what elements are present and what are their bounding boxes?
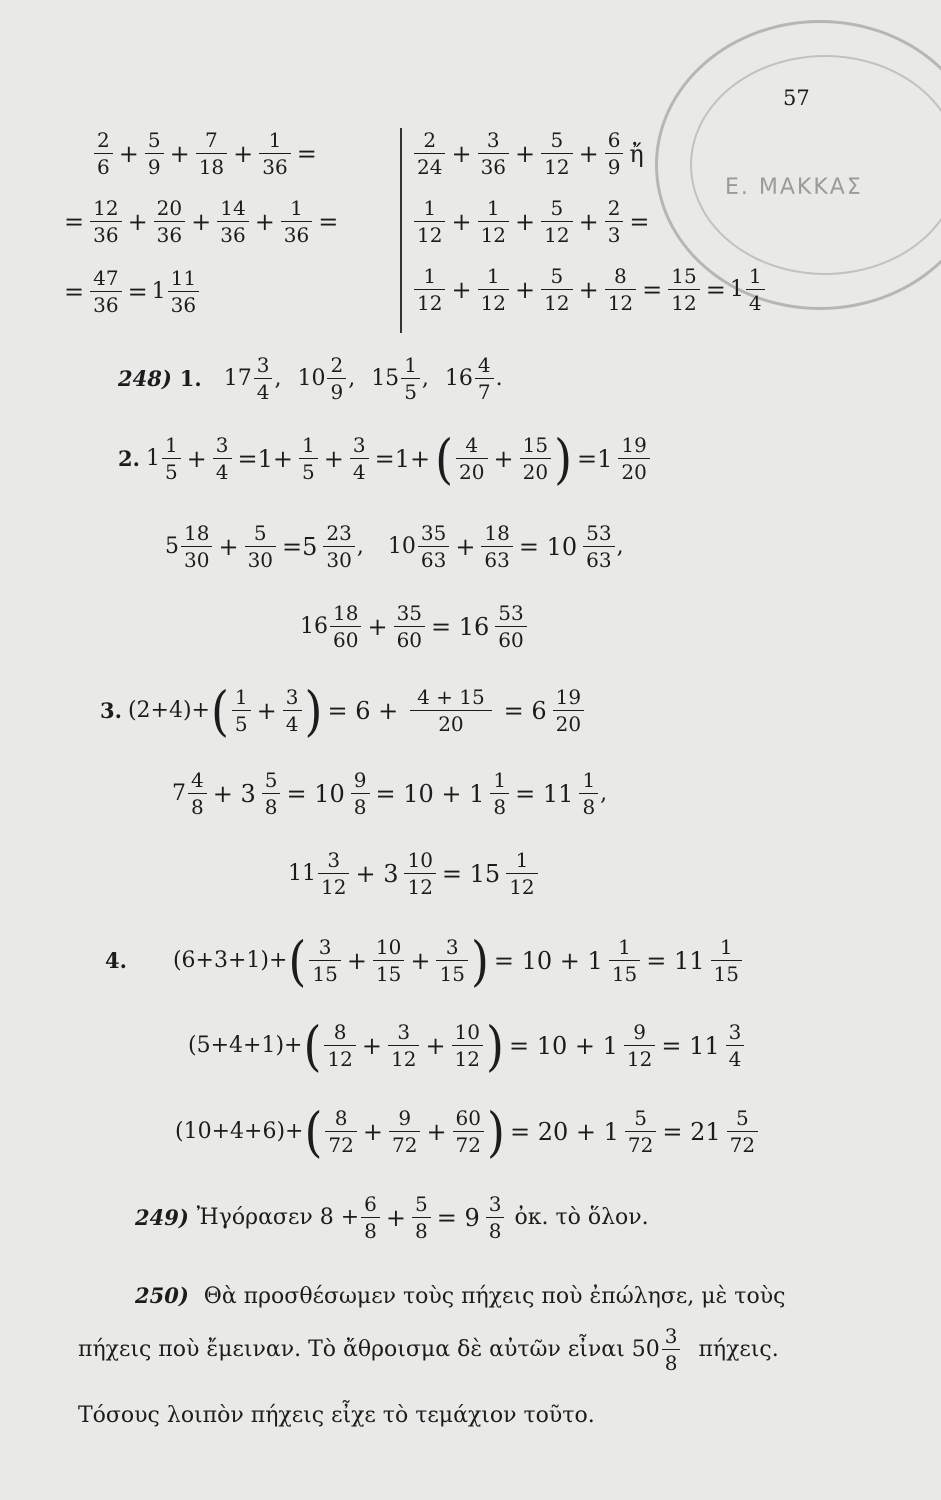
fraction: $\frac{4}{20}$ [456, 435, 487, 482]
fraction: $\frac{4}{7}$ [475, 355, 494, 402]
fraction: $\frac{20}{36}$ [154, 198, 185, 245]
fraction: $\frac{1}{5}$ [162, 435, 181, 482]
fraction: $\frac{8}{12}$ [324, 1022, 355, 1069]
fraction: $\frac{3}{15}$ [436, 937, 467, 984]
ex250-line-2: πήχεις ποὺ ἔμειναν. Τὸ ἄθροισμα δὲ αὐτῶν εἶναι 50 $\frac{3}{8}$ πήχεις. [78, 1324, 779, 1375]
exercise-number: 249) [135, 1205, 189, 1230]
top-right-line-1: $\frac{2}{24}$ + $\frac{3}{36}$ + $\frac{5}{12}$ + $\frac{6}{9}$ ἤ [412, 130, 648, 177]
fraction: $\frac{5}{12}$ [541, 266, 572, 313]
fraction: $\frac{53}{63}$ [583, 523, 614, 570]
fraction: $\frac{8}{12}$ [605, 266, 636, 313]
stamp-text: Ε. ΜΑΚΚΑΣ [725, 175, 863, 200]
fraction: $\frac{47}{36}$ [90, 268, 121, 315]
fraction: $\frac{5}{72}$ [727, 1108, 758, 1155]
column-divider [400, 128, 402, 333]
fraction: $\frac{5}{8}$ [262, 770, 281, 817]
fraction: $\frac{23}{30}$ [323, 523, 354, 570]
fraction: $\frac{1}{15}$ [711, 937, 742, 984]
fraction: $\frac{1}{12}$ [478, 198, 509, 245]
fraction: $\frac{10}{15}$ [373, 937, 404, 984]
fraction: $\frac{1}{5}$ [299, 435, 318, 482]
part-label: 1. [179, 366, 202, 391]
fraction: $\frac{5}{12}$ [541, 198, 572, 245]
fraction: $\frac{5}{12}$ [541, 130, 572, 177]
fraction: $\frac{3}{4}$ [726, 1022, 745, 1069]
fraction: $\frac{3}{12}$ [318, 850, 349, 897]
library-stamp-inner-ring [690, 55, 941, 275]
fraction: $\frac{14}{36}$ [217, 198, 248, 245]
part-label: 2. [118, 446, 140, 471]
fraction: $\frac{4 + 15}{20}$ [410, 687, 491, 734]
fraction: $\frac{5}{8}$ [412, 1194, 431, 1241]
fraction: $\frac{15}{12}$ [668, 266, 699, 313]
fraction: $\frac{9}{8}$ [351, 770, 370, 817]
fraction: $\frac{2}{9}$ [327, 355, 346, 402]
fraction: $\frac{3}{36}$ [478, 130, 509, 177]
fraction: $\frac{3}{4}$ [213, 435, 232, 482]
fraction: $\frac{9}{12}$ [624, 1022, 655, 1069]
fraction: $\frac{2}{3}$ [605, 198, 624, 245]
part-label: 3. [100, 698, 122, 723]
fraction: $\frac{10}{12}$ [404, 850, 435, 897]
fraction: $\frac{3}{4}$ [254, 355, 273, 402]
fraction: $\frac{3}{4}$ [283, 687, 302, 734]
fraction: $\frac{11}{36}$ [168, 268, 199, 315]
fraction: $\frac{1}{8}$ [579, 770, 598, 817]
fraction: $\frac{2}{6}$ [94, 130, 113, 177]
fraction: $\frac{8}{72}$ [325, 1108, 356, 1155]
fraction: $\frac{19}{20}$ [553, 687, 584, 734]
ex250-line-3: Τόσους λοιπὸν πήχεις εἶχε τὸ τεμάχιον τοῦτο. [78, 1403, 595, 1428]
ex248-part2-line1: 2. 1 $\frac{1}{5}$ + $\frac{3}{4}$ =1+ $\frac{1}{5}$ + $\frac{3}{4}$ =1+ ( $\frac{4}{20}$ + $\frac{15}{20}$ ) =1 $\frac{19}{20}$ [118, 435, 652, 482]
top-right-line-3: $\frac{1}{12}$ + $\frac{1}{12}$ + $\frac{5}{12}$ + $\frac{8}{12}$ = $\frac{15}{12}$ = 1 $\frac{1}{4}$ [412, 266, 767, 313]
ex248-part4-line1: 4. (6+3+1)+ ( $\frac{3}{15}$ + $\frac{10}{15}$ + $\frac{3}{15}$ ) = 10 + 1 $\frac{1}{15}$ = 11 $\frac{1}{15}$ [105, 937, 744, 984]
fraction: $\frac{35}{60}$ [394, 603, 425, 650]
top-left-line-3: = $\frac{47}{36}$ = 1 $\frac{11}{36}$ [60, 268, 201, 315]
fraction: $\frac{1}{36}$ [259, 130, 290, 177]
fraction: $\frac{18}{30}$ [181, 523, 212, 570]
exercise-number: 248) [118, 366, 172, 391]
top-left-line-1: $\frac{2}{6}$ + $\frac{5}{9}$ + $\frac{7}{18}$ + $\frac{1}{36}$ = [92, 130, 321, 177]
fraction: $\frac{3}{8}$ [662, 1326, 681, 1373]
ex248-part3-line3: 11 $\frac{3}{12}$ + 3 $\frac{10}{12}$ = 15 $\frac{1}{12}$ [288, 850, 540, 897]
ex248-part3-line1: 3. (2+4)+ ( $\frac{1}{5}$ + $\frac{3}{4}$ ) = 6 + $\frac{4 + 15}{20}$ = 6 $\frac{19}{20}$ [100, 687, 586, 734]
top-left-line-2: = $\frac{12}{36}$ + $\frac{20}{36}$ + $\frac{14}{36}$ + $\frac{1}{36}$ = [64, 196, 339, 247]
fraction: $\frac{1}{36}$ [281, 198, 312, 245]
fraction: $\frac{7}{18}$ [196, 130, 227, 177]
part-label: 4. [105, 948, 127, 973]
fraction: $\frac{3}{12}$ [388, 1022, 419, 1069]
fraction: $\frac{3}{4}$ [350, 435, 369, 482]
fraction: $\frac{60}{72}$ [453, 1108, 484, 1155]
fraction: $\frac{18}{60}$ [330, 603, 361, 650]
fraction: $\frac{1}{5}$ [401, 355, 420, 402]
fraction: $\frac{5}{30}$ [245, 523, 276, 570]
ex249-line: 249) Ἠγόρασεν 8 + $\frac{6}{8}$ + $\frac{5}{8}$ = 9 $\frac{3}{8}$ ὀκ. τὸ ὅλον. [135, 1192, 649, 1243]
fraction: $\frac{12}{36}$ [90, 198, 121, 245]
fraction: $\frac{9}{72}$ [389, 1108, 420, 1155]
fraction: $\frac{5}{9}$ [145, 130, 164, 177]
fraction: $\frac{6}{8}$ [361, 1194, 380, 1241]
fraction: $\frac{1}{5}$ [232, 687, 251, 734]
fraction: $\frac{18}{63}$ [481, 523, 512, 570]
fraction: $\frac{4}{8}$ [188, 770, 207, 817]
fraction: $\frac{35}{63}$ [418, 523, 449, 570]
fraction: $\frac{1}{12}$ [478, 266, 509, 313]
fraction: $\frac{5}{72}$ [625, 1108, 656, 1155]
ex248-part1: 248) 1. 17 $\frac{3}{4}$ , 10 $\frac{2}{9}$ , 15 $\frac{1}{5}$ , 16 $\frac{4}{7}$ . [118, 353, 503, 404]
fraction: $\frac{1}{4}$ [746, 266, 765, 313]
fraction: $\frac{1}{15}$ [609, 937, 640, 984]
fraction: $\frac{3}{15}$ [309, 937, 340, 984]
ex248-part3-line2: 7 $\frac{4}{8}$ + 3 $\frac{5}{8}$ = 10 $\frac{9}{8}$ = 10 + 1 $\frac{1}{8}$ = 11 $\frac{1}{8}$ , [172, 768, 608, 819]
top-right-line-2: $\frac{1}{12}$ + $\frac{1}{12}$ + $\frac{5}{12}$ + $\frac{2}{3}$ = [412, 198, 654, 245]
fraction: $\frac{1}{12}$ [414, 198, 445, 245]
fraction: $\frac{3}{8}$ [486, 1194, 505, 1241]
ex248-part2-line3: 16 $\frac{18}{60}$ + $\frac{35}{60}$ = 16 $\frac{53}{60}$ [300, 603, 529, 650]
ex250-line-1: 250) Θὰ προσθέσωμεν τοὺς πήχεις ποὺ ἐπώλησε, μὲ τοὺς [135, 1283, 786, 1309]
fraction: $\frac{10}{12}$ [452, 1022, 483, 1069]
fraction: $\frac{1}{12}$ [506, 850, 537, 897]
fraction: $\frac{1}{8}$ [490, 770, 509, 817]
exercise-number: 250) [135, 1283, 189, 1308]
ex248-part2-line2: 5 $\frac{18}{30}$ + $\frac{5}{30}$ =5 $\frac{23}{30}$ , 10 $\frac{35}{63}$ + $\frac{18}{63}$ = 10 $\frac{53}{63}$ , [165, 521, 624, 572]
page-number: 57 [783, 86, 810, 110]
fraction: $\frac{6}{9}$ [605, 130, 624, 177]
ex248-part4-line3: (10+4+6)+ ( $\frac{8}{72}$ + $\frac{9}{72}$ + $\frac{60}{72}$ ) = 20 + 1 $\frac{5}{72}$ = 21 $\frac{5}{72}$ [175, 1108, 760, 1155]
fraction: $\frac{15}{20}$ [520, 435, 551, 482]
fraction: $\frac{53}{60}$ [495, 603, 526, 650]
fraction: $\frac{1}{12}$ [414, 266, 445, 313]
ex248-part4-line2: (5+4+1)+ ( $\frac{8}{12}$ + $\frac{3}{12}$ + $\frac{10}{12}$ ) = 10 + 1 $\frac{9}{12}$ = 11 $\frac{3}{4}$ [188, 1022, 746, 1069]
fraction: $\frac{2}{24}$ [414, 130, 445, 177]
fraction: $\frac{19}{20}$ [618, 435, 649, 482]
